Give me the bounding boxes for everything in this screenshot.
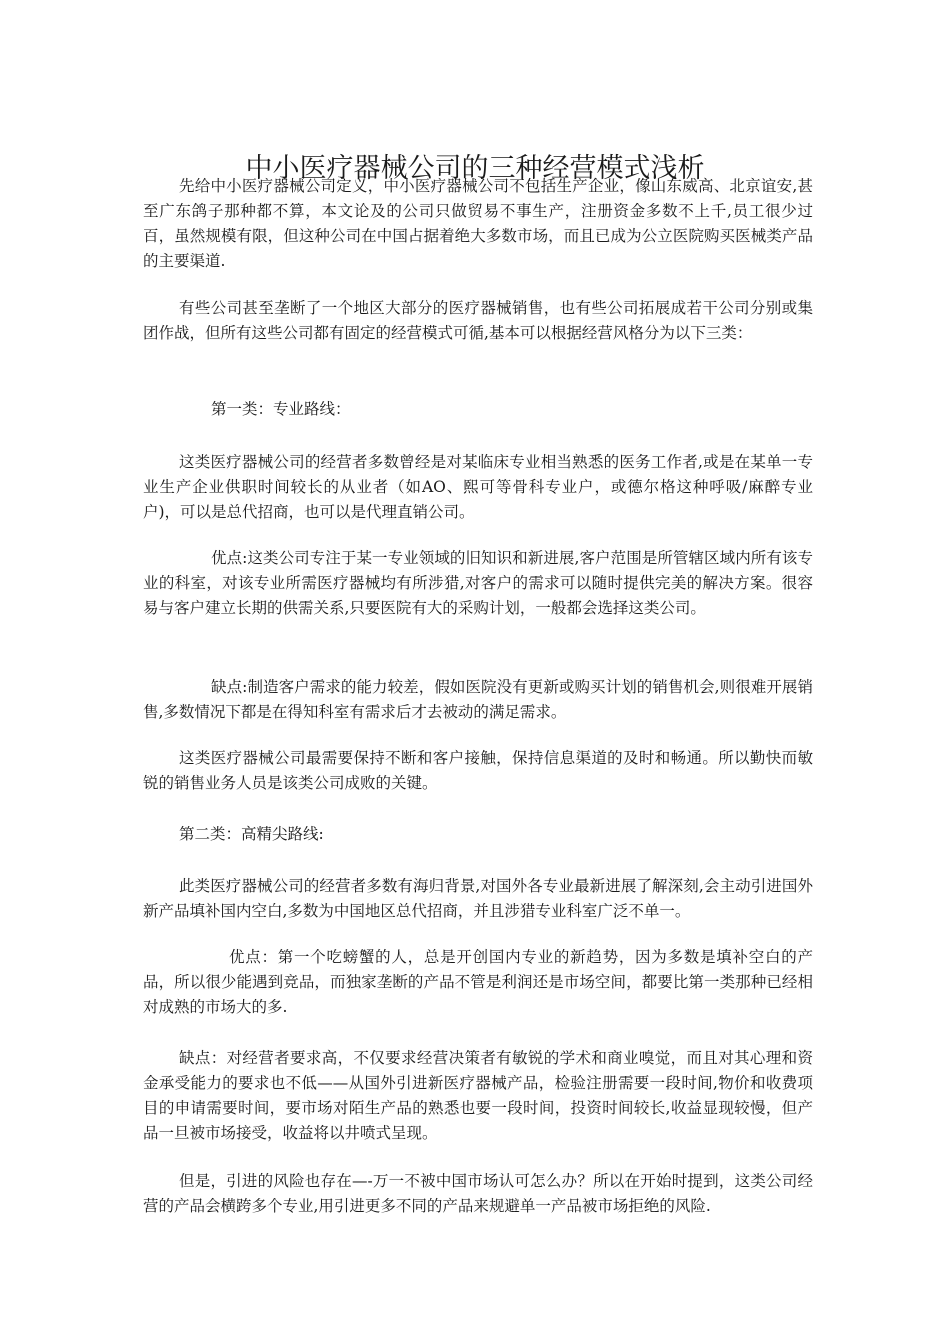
category-two-risk: 但是，引进的风险也存在—-万一不被中国市场认可怎么办？所以在开始时提到，这类公司经营的产品会横跨多个专业,用引进更多不同的产品来规避单一产品被市场拒绝的风险. [143, 1172, 813, 1215]
overview-paragraph: 有些公司甚至垄断了一个地区大部分的医疗器械销售，也有些公司拓展成若干公司分别或集团作战，但所有这些公司都有固定的经营模式可循,基本可以根据经营风格分为以下三类： [143, 299, 813, 342]
category-one-heading: 第一类：专业路线： [211, 400, 351, 418]
category-two-description: 此类医疗器械公司的经营者多数有海归背景,对国外各专业最新进展了解深刻,会主动引进国外新产品填补国内空白,多数为中国地区总代招商，并且涉猎专业科室广泛不单一。 [143, 877, 813, 920]
category-one-disadvantages: 缺点:制造客户需求的能力较差，假如医院没有更新或购买计划的销售机会,则很难开展销售,多数情况下都是在得知科室有需求后才去被动的满足需求。 [143, 678, 813, 721]
category-two-disadvantages: 缺点：对经营者要求高，不仅要求经营决策者有敏锐的学术和商业嗅觉，而且对其心理和资金承受能力的要求也不低——从国外引进新医疗器械产品，检验注册需要一段时间,物价和收费项目的申请需要时间，要市场对陌生产品的熟悉也要一段时间，投资时间较长,收益显现较慢，但产品一旦被市场接受，收益将以井喷式呈现。 [143, 1049, 813, 1142]
category-two-heading: 第二类：高精尖路线: [179, 825, 324, 843]
document-title: 中小医疗器械公司的三种经营模式浅析 [245, 153, 705, 185]
intro-paragraph: 先给中小医疗器械公司定义，中小医疗器械公司不包括生产企业，像山东威高、北京谊安,甚至广东鸽子那种都不算，本文论及的公司只做贸易不事生产，注册资金多数不上千,员工很少过百，虽然规模有限，但这种公司在中国占据着绝大多数市场，而且已成为公立医院购买医械类产品的主要渠道. [143, 177, 813, 270]
category-one-advantages: 优点:这类公司专注于某一专业领域的旧知识和新进展,客户范围是所管辖区域内所有该专业的科室，对该专业所需医疗器械均有所涉猎,对客户的需求可以随时提供完美的解决方案。很容易与客户建立长期的供需关系,只要医院有大的采购计划，一般都会选择这类公司。 [143, 549, 813, 617]
category-two-advantages: 优点：第一个吃螃蟹的人，总是开创国内专业的新趋势，因为多数是填补空白的产品，所以很少能遇到竞品，而独家垄断的产品不管是利润还是市场空间，都要比第一类那种已经相对成熟的市场大的多. [143, 948, 813, 1016]
category-one-description: 这类医疗器械公司的经营者多数曾经是对某临床专业相当熟悉的医务工作者,或是在某单一专业生产企业供职时间较长的从业者（如AO、熙可等骨科专业户，或德尔格这种呼吸/麻醉专业户)，可以是总代招商，也可以是代理直销公司。 [143, 453, 813, 521]
category-one-summary: 这类医疗器械公司最需要保持不断和客户接触，保持信息渠道的及时和畅通。所以勤快而敏锐的销售业务人员是该类公司成败的关键。 [143, 749, 813, 792]
